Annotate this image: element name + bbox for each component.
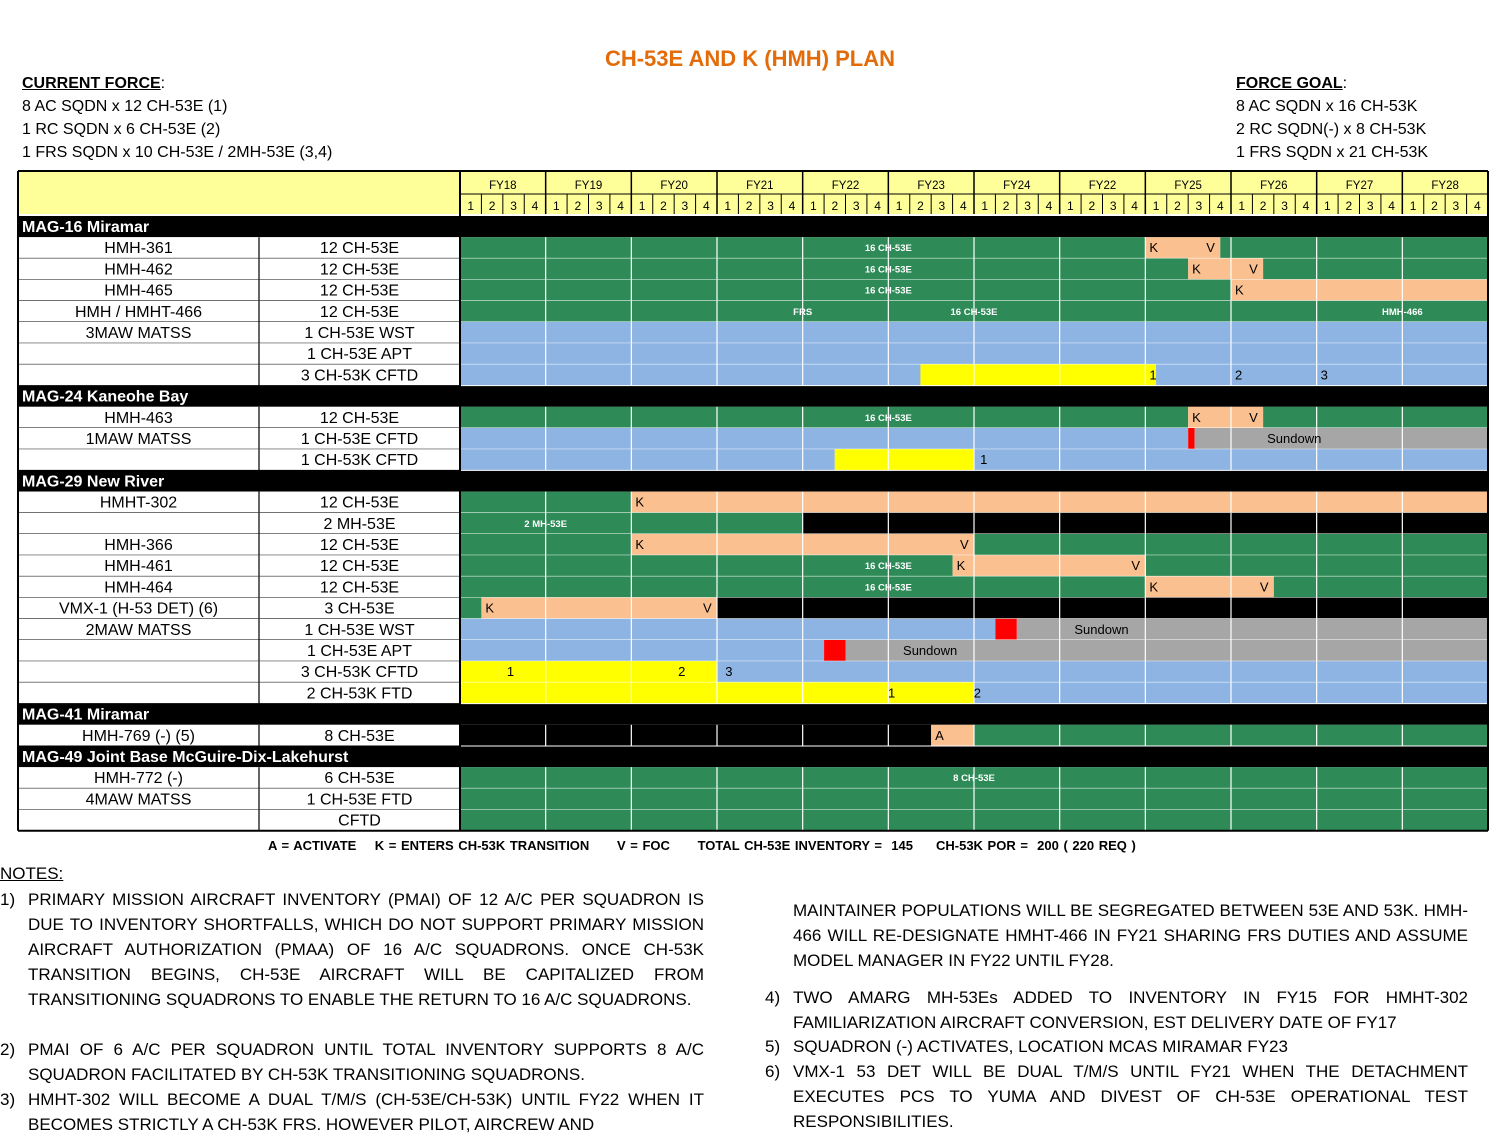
group-name: MAG-29 New River [22,473,165,491]
bar-segment [717,598,1488,619]
notes-title: NOTES: [0,864,64,883]
bar-segment [460,280,1231,301]
group-name: MAG-41 Miramar [22,706,150,724]
page-title: CH-53E AND K (HMH) PLAN [604,46,896,71]
current-force-heading: CURRENT FORCE [22,75,161,92]
quarter-label: 2 [488,199,496,213]
fiscal-year-label: FY18 [489,180,517,192]
fiscal-year-label: FY25 [1174,180,1202,192]
force-goal-line: 1 FRS SQDN x 21 CH-53K [1236,144,1429,161]
unit-name: 1MAW MATSS [85,431,192,448]
quarter-label: 2 [1259,199,1267,213]
note-1: 1) PRIMARY MISSION AIRCRAFT INVENTORY (PMAI) OF 12 A/C PER SQUADRON IS DUE TO INVENTORY SHORTFALLS, WHICH DO NOT SUPPORT PRIMARY MISSION AIRCRAFT AUTHORIZATION (PMAA) OF 16 A/C SQUADRONS. ONCE CH-53K TRANSITION BEGINS, CH-53E AIRCRAFT WILL BE CAPITALIZED FROM TRANSITIONING SQUADRONS TO ENABLE THE RETURN TO 16 A/C SQUADRONS. [0,890,704,1009]
bar-segment [1231,280,1488,301]
note-2: 2) PMAI OF 6 A/C PER SQUADRON UNTIL TOTAL INVENTORY SUPPORTS 8 A/C SQUADRON FACILITATED BY CH-53K TRANSITIONING SQUADRONS. [0,1040,704,1084]
force-goal-line: 8 AC SQDN x 16 CH-53K [1236,98,1418,115]
quarter-label: 3 [1366,199,1374,213]
asset-name: 12 CH-53E [319,558,400,576]
force-goal: FORCE GOAL: 8 AC SQDN x 16 CH-53K 2 RC SQDN(-) x 8 CH-53K 1 FRS SQDN x 21 CH-53K [1236,72,1428,164]
group-name: MAG-49 Joint Base McGuire-Dix-Lakehurst [22,749,349,766]
bar-label: 16 CH-53E [864,412,912,424]
bar-label: 16 CH-53E [864,264,912,276]
quarter-label: 4 [1302,199,1310,213]
bar-segment [460,258,1188,279]
quarter-label: 4 [702,199,710,213]
milestone-label: A [935,727,944,743]
bar-segment [824,640,845,661]
unit-name: 3MAW MATSS [85,325,192,342]
quarter-label: 4 [1131,199,1138,213]
asset-name: 1 CH-53E APT [307,643,412,660]
bar-label: 16 CH-53E [864,285,912,297]
bar-label: 16 CH-53E [950,306,998,318]
bar-segment [460,640,824,661]
milestone-label: V [1131,558,1141,574]
asset-name: 12 CH-53E [319,282,400,300]
fiscal-year-label: FY21 [746,180,774,192]
quarter-label: 3 [938,199,946,213]
milestone-label: K [1192,261,1201,277]
quarter-label: 3 [852,199,860,213]
asset-name: 3 CH-53K CFTD [300,664,419,682]
milestone-label: K [485,600,495,616]
bar-label: 16 CH-53E [864,561,912,573]
unit-name: HMH-772 (-) [94,770,183,788]
unit-name: 4MAW MATSS [85,791,192,809]
quarter-label: 1 [1067,199,1074,213]
quarter-label: 4 [874,199,881,213]
milestone-label: K [956,558,966,574]
bar-segment [460,598,481,619]
label-cell [18,810,460,831]
quarter-label: 1 [895,199,903,213]
unit-name: VMX-1 (H-53 DET) (6) [58,600,219,618]
fiscal-year-label: FY22 [831,180,860,192]
unit-name: HMH-461 [104,558,173,576]
bar-label: 2 MH-53E [524,518,568,530]
asset-name: 12 CH-53E [319,409,400,427]
bar-label: 16 CH-53E [864,243,912,255]
legend: A = ACTIVATE K = ENTERS CH-53K TRANSITION V = FOC TOTAL CH-53E INVENTORY = 145 CH-53K POR = 200 ( 220 REQ ) [268,838,1136,853]
quarter-label: 2 [1345,199,1353,213]
quarter-label: 2 [831,199,839,213]
bar-label: HMH-466 [1382,306,1423,318]
milestone-label: V [960,537,969,552]
milestone-label: V [1206,240,1215,256]
unit-name: HMH / HMHT-466 [74,303,203,321]
milestone-mark: 2 [973,685,981,701]
quarter-label: 4 [1216,199,1224,213]
quarter-label: 2 [660,199,667,213]
force-goal-line: 2 RC SQDN(-) x 8 CH-53K [1236,121,1427,138]
bar-segment [460,619,995,640]
bar-segment [460,407,1188,428]
quarter-label: 1 [1409,199,1417,213]
asset-name: 12 CH-53E [319,579,400,597]
bar-segment [460,725,931,746]
note-5: 5) SQUADRON (-) ACTIVATES, LOCATION MCAS MIRAMAR FY23 [765,1037,1288,1056]
fiscal-year-label: FY24 [1003,180,1031,192]
milestone-mark: 2 [1235,367,1243,383]
bar-segment [1195,428,1488,449]
fiscal-year-label: FY26 [1260,180,1288,192]
bar-segment [1145,576,1274,597]
bar-segment [1263,258,1488,279]
bar-label: 8 CH-53E [953,773,995,785]
note-3-continued: MAINTAINER POPULATIONS WILL BE SEGREGATED BETWEEN 53E AND 53K. HMH-466 WILL RE-DESIGNATE HMHT-466 IN FY21 SHARING FRS DUTIES AND ASSUME MODEL MANAGER IN FY22 UNTIL FY28. [793,901,1468,970]
quarter-label: 1 [638,199,646,213]
fiscal-year-label: FY27 [1345,180,1374,192]
asset-name: 12 CH-53E [319,240,400,258]
quarter-label: 4 [531,199,539,213]
group-name: MAG-16 Miramar [22,219,150,236]
milestone-mark: 1 [888,685,896,701]
bar-segment [1274,576,1488,597]
quarter-label: 3 [1024,199,1031,213]
milestone-mark: Sundown [903,643,958,658]
unit-name: HMH-465 [104,282,173,300]
quarter-label: 4 [788,199,796,213]
fiscal-year-label: FY23 [917,180,945,192]
bar-segment [953,555,1146,576]
quarter-label: 1 [1238,199,1246,213]
header-band [18,171,1488,214]
milestone-mark: 3 [725,664,733,680]
force-goal-heading: FORCE GOAL [1236,75,1343,92]
quarter-label: 3 [1195,199,1203,213]
milestone-label: K [635,494,645,510]
current-force-line: 1 FRS SQDN x 10 CH-53E / 2MH-53E (3,4) [22,144,333,161]
milestone-label: K [1149,240,1159,256]
quarter-label: 1 [1324,199,1331,213]
quarter-label: 2 [1431,199,1438,213]
group-band [18,386,1488,407]
milestone-mark: 1 [980,452,988,468]
quarter-label: 3 [767,199,774,213]
milestone-mark: 1 [1149,367,1157,383]
asset-name: 12 CH-53E [319,303,400,321]
milestone-label: K [1192,409,1201,425]
group-band [18,216,1488,237]
quarter-label: 4 [1388,199,1395,213]
milestone-mark: 3 [1320,367,1328,383]
milestone-label: V [703,600,712,616]
bar-label: FRS [793,306,813,318]
quarter-label: 1 [981,199,989,213]
quarter-label: 2 [1174,199,1181,213]
bar-segment [460,449,835,470]
asset-name: 1 CH-53E APT [307,346,412,364]
quarter-label: 3 [510,199,517,213]
group-band [18,704,1488,725]
unit-name: HMH-462 [104,261,173,279]
asset-name: 12 CH-53E [319,537,400,554]
milestone-label: K [1149,579,1159,595]
fiscal-year-label: FY20 [660,180,688,192]
asset-name: 1 CH-53E CFTD [300,431,419,448]
milestone-label: K [635,537,645,552]
bar-segment [1263,407,1488,428]
bar-segment [460,364,920,385]
quarter-label: 1 [724,199,732,213]
note-4: 4) TWO AMARG MH-53Es ADDED TO INVENTORY IN FY15 FOR HMHT-302 FAMILIARIZATION AIRCRAFT CONVERSION, EST DELIVERY DATE OF FY17 [765,988,1468,1032]
asset-name: 1 CH-53E WST [304,325,415,342]
note-6: 6) VMX-1 53 DET WILL BE DUAL T/M/S UNTIL FY21 WHEN THE DETACHMENT EXECUTES PCS TO YUMA AND DIVEST OF CH-53E OPERATIONAL TEST RESPONSIBILITIES. [765,1062,1468,1131]
group-name: MAG-24 Kaneohe Bay [22,388,189,406]
quarter-label: 3 [1281,199,1288,213]
asset-name: 3 CH-53E [324,600,395,618]
milestone-mark: 1 [506,664,515,680]
quarter-label: 3 [1109,199,1117,213]
quarter-label: 3 [681,199,689,213]
quarter-label: 2 [1002,199,1010,213]
unit-name: HMHT-302 [99,494,178,512]
asset-name: 12 CH-53E [319,494,400,512]
asset-name: 12 CH-53E [319,261,400,279]
unit-name: 2MAW MATSS [85,621,192,639]
quarter-label: 2 [745,199,753,213]
quarter-label: 2 [917,199,924,213]
milestone-label: K [1235,282,1244,298]
quarter-label: 1 [810,199,817,213]
quarter-label: 1 [467,199,475,213]
current-force: CURRENT FORCE: 8 AC SQDN x 12 CH-53E (1) 1 RC SQDN x 6 CH-53E (2) 1 FRS SQDN x 10 CH-53E / 2MH-53E (3,4) [22,72,332,164]
milestone-mark: Sundown [1074,621,1129,637]
unit-name: HMH-464 [104,579,173,597]
quarter-label: 1 [1152,199,1160,213]
quarter-label: 4 [1473,199,1481,213]
bar-segment [835,449,974,470]
fiscal-year-label: FY19 [574,180,603,192]
current-force-line: 8 AC SQDN x 12 CH-53E (1) [22,98,228,115]
group-band [18,470,1488,491]
bar-segment [1220,237,1488,258]
asset-name: 8 CH-53E [324,727,395,745]
unit-name: HMH-463 [104,409,173,427]
asset-name: 2 MH-53E [323,515,396,533]
quarter-label: 3 [595,199,603,213]
asset-name: CFTD [338,812,381,830]
bar-segment [481,598,717,619]
milestone-label: V [1249,409,1258,425]
milestone-mark: Sundown [1267,431,1322,446]
asset-name: 2 CH-53K FTD [306,685,413,703]
unit-name: HMH-769 (-) (5) [82,727,195,745]
asset-name: 1 CH-53E FTD [306,791,413,809]
current-force-line: 1 RC SQDN x 6 CH-53E (2) [22,121,221,138]
quarter-label: 4 [617,199,624,213]
quarter-label: 2 [1088,199,1096,213]
bar-segment [460,428,1188,449]
milestone-label: V [1249,261,1258,277]
bar-segment [717,661,1488,682]
milestone-label: V [1259,579,1269,595]
quarter-label: 4 [1045,199,1053,213]
bar-segment [1188,428,1194,449]
milestone-mark: 2 [678,664,686,680]
unit-name: HMH-361 [104,240,173,258]
bar-segment [920,364,1156,385]
note-3: 3) HMHT-302 WILL BECOME A DUAL T/M/S (CH-53E/CH-53K) UNTIL FY22 WHEN IT BECOMES STRICTLY A CH-53K FRS. HOWEVER PILOT, AIRCREW AND [0,1090,704,1134]
fiscal-year-label: FY22 [1088,180,1117,192]
bar-segment [995,619,1016,640]
asset-name: 1 CH-53K CFTD [300,452,419,470]
asset-name: 1 CH-53E WST [304,621,415,639]
asset-name: 3 CH-53K CFTD [300,367,419,385]
quarter-label: 2 [574,199,582,213]
fiscal-year-label: FY28 [1431,180,1459,192]
unit-name: HMH-366 [104,537,173,554]
bar-label: 16 CH-53E [864,582,912,594]
quarter-label: 1 [553,199,560,213]
quarter-label: 3 [1452,199,1460,213]
asset-name: 6 CH-53E [324,770,395,788]
quarter-label: 4 [959,199,967,213]
